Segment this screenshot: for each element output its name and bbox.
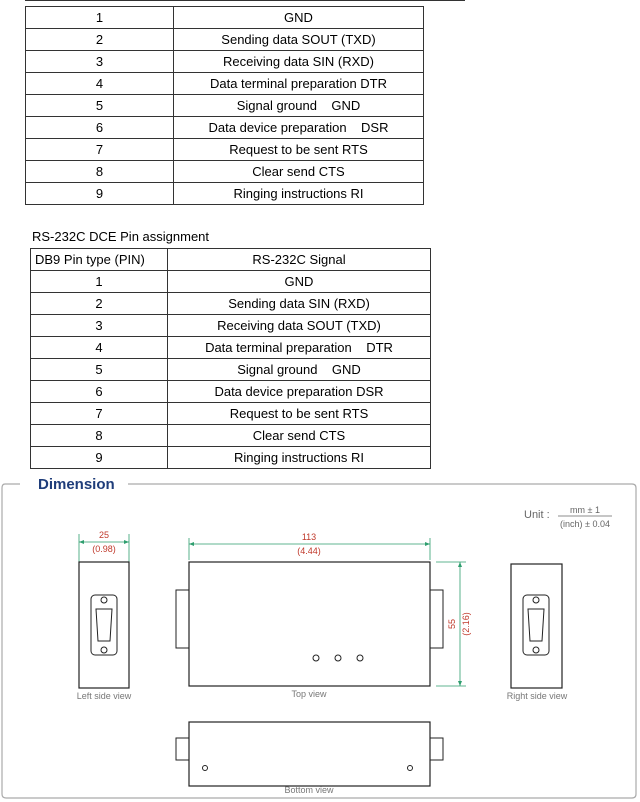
signal-name: Request to be sent RTS bbox=[168, 403, 431, 425]
pin-number: 2 bbox=[31, 293, 168, 315]
signal-name: Data device preparation DSR bbox=[168, 381, 431, 403]
table-header-row bbox=[31, 249, 431, 271]
pin-number: 8 bbox=[26, 161, 174, 183]
dce-pin-table bbox=[30, 248, 431, 469]
table-row bbox=[26, 117, 424, 139]
left-side-view bbox=[77, 530, 132, 701]
table-row bbox=[26, 183, 424, 205]
top-view bbox=[176, 532, 471, 699]
signal-name: Receiving data SIN (RXD) bbox=[174, 51, 424, 73]
table-row bbox=[31, 403, 431, 425]
signal-name: Sending data SOUT (TXD) bbox=[174, 29, 424, 51]
pin-number: 8 bbox=[31, 425, 168, 447]
signal-name: GND bbox=[174, 7, 424, 29]
signal-name: Ringing instructions RI bbox=[174, 183, 424, 205]
table-row bbox=[26, 29, 424, 51]
left-view-label: Left side view bbox=[76, 691, 132, 701]
pin-number: 5 bbox=[26, 95, 174, 117]
table-row bbox=[31, 293, 431, 315]
signal-name: Data terminal preparation DTR bbox=[174, 73, 424, 95]
bottom-view-label: Bottom view bbox=[284, 785, 334, 795]
signal-name: Signal ground GND bbox=[174, 95, 424, 117]
table-row bbox=[26, 161, 424, 183]
length-mm: 113 bbox=[301, 532, 317, 542]
signal-name: Sending data SIN (RXD) bbox=[168, 293, 431, 315]
signal-name: Clear send CTS bbox=[168, 425, 431, 447]
pin-number: 6 bbox=[26, 117, 174, 139]
pin-number: 9 bbox=[31, 447, 168, 469]
dce-table-caption: RS-232C DCE Pin assignment bbox=[32, 229, 210, 244]
unit-inch: (inch) ± 0.04 bbox=[560, 519, 610, 529]
table-row bbox=[31, 271, 431, 293]
table-row bbox=[26, 51, 424, 73]
table-row bbox=[31, 337, 431, 359]
dte-pin-table bbox=[25, 6, 424, 205]
header-pin: DB9 Pin type (PIN) bbox=[31, 249, 168, 271]
dimension-title: Dimension bbox=[38, 476, 115, 493]
unit-label: Unit : bbox=[524, 509, 550, 521]
pin-number: 4 bbox=[31, 337, 168, 359]
right-view-label: Right side view bbox=[506, 691, 568, 701]
signal-name: Receiving data SOUT (TXD) bbox=[168, 315, 431, 337]
pin-number: 7 bbox=[31, 403, 168, 425]
table-row bbox=[26, 7, 424, 29]
pin-number: 7 bbox=[26, 139, 174, 161]
pin-number: 5 bbox=[31, 359, 168, 381]
unit-mm: mm ± 1 bbox=[570, 505, 600, 515]
signal-name: Clear send CTS bbox=[174, 161, 424, 183]
top-view-label: Top view bbox=[291, 689, 327, 699]
table-row bbox=[31, 315, 431, 337]
table-row bbox=[31, 425, 431, 447]
table-row bbox=[26, 73, 424, 95]
table-row bbox=[26, 95, 424, 117]
pin-number: 9 bbox=[26, 183, 174, 205]
length-in: (4.44) bbox=[297, 546, 321, 556]
height-in: (2.16) bbox=[461, 612, 471, 636]
bottom-view bbox=[176, 722, 443, 795]
signal-name: Data device preparation DSR bbox=[174, 117, 424, 139]
table-row bbox=[26, 139, 424, 161]
signal-name: GND bbox=[168, 271, 431, 293]
pin-number: 1 bbox=[26, 7, 174, 29]
dimension-drawing bbox=[0, 466, 640, 802]
pin-number: 6 bbox=[31, 381, 168, 403]
pin-number: 3 bbox=[26, 51, 174, 73]
table-row bbox=[31, 381, 431, 403]
table-row bbox=[31, 359, 431, 381]
right-side-view bbox=[507, 564, 568, 701]
height-mm: 55 bbox=[447, 618, 457, 630]
signal-name: Signal ground GND bbox=[168, 359, 431, 381]
signal-name: Request to be sent RTS bbox=[174, 139, 424, 161]
pin-number: 3 bbox=[31, 315, 168, 337]
pin-number: 2 bbox=[26, 29, 174, 51]
top-rule bbox=[25, 0, 465, 1]
signal-name: Ringing instructions RI bbox=[168, 447, 431, 469]
pin-number: 1 bbox=[31, 271, 168, 293]
width-in: (0.98) bbox=[92, 544, 116, 554]
signal-name: Data terminal preparation DTR bbox=[168, 337, 431, 359]
header-signal: RS-232C Signal bbox=[168, 249, 431, 271]
width-mm: 25 bbox=[98, 530, 110, 540]
pin-number: 4 bbox=[26, 73, 174, 95]
